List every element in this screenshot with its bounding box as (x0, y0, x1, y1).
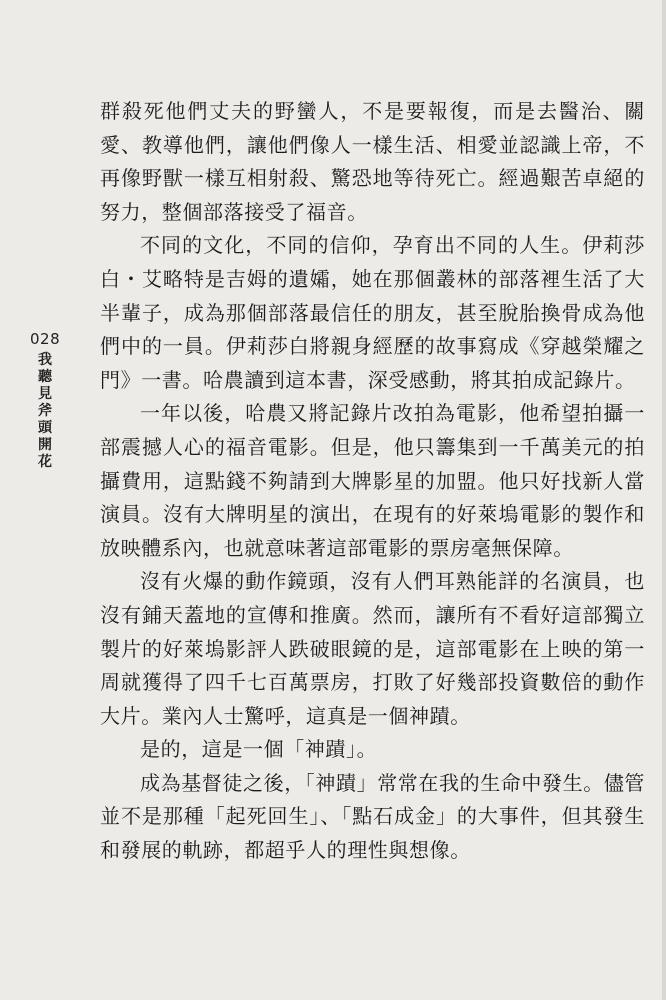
body-text (100, 95, 645, 868)
running-title: 我聽見斧頭開花 (38, 352, 52, 470)
paragraph: 是的，這是一個「神蹟」。 (140, 737, 378, 762)
paragraph: 不同的文化，不同的信仰，孕育出不同的人生。伊莉莎白・艾略特是吉姆的遺孀，她在那個叢林的部落裡生活了大半輩子，成為那個部落最信任的朋友，甚至脫胎換骨成為他們中的一員。伊莉莎白將親身經歷的故事寫成《穿越榮耀之門》一書。哈農讀到這本書，深受感動，將其拍成記錄片。 (100, 233, 645, 392)
page-number: 028 (30, 330, 61, 348)
paragraph: 群殺死他們丈夫的野蠻人，不是要報復，而是去醫治、關愛、教導他們，讓他們像人一樣生活、相愛並認識上帝，不再像野獸一樣互相射殺、驚恐地等待死亡。經過艱苦卓絕的努力，整個部落接受了福音。 (100, 99, 645, 224)
page-margin-label (30, 330, 60, 471)
page-edge (662, 0, 666, 1000)
paragraph: 成為基督徒之後，「神蹟」常常在我的生命中發生。儘管並不是那種「起死回生」、「點石成金」的大事件，但其發生和發展的軌跡，都超乎人的理性與想像。 (100, 770, 645, 863)
paragraph: 沒有火爆的動作鏡頭，沒有人們耳熟能詳的名演員，也沒有鋪天蓋地的宣傳和推廣。然而，讓所有不看好這部獨立製片的好萊塢影評人跌破眼鏡的是，這部電影在上映的第一周就獲得了四千七百萬票房，打敗了好幾部投資數倍的動作大片。業內人士驚呼，這真是一個神蹟。 (100, 569, 645, 728)
paragraph: 一年以後，哈農又將記錄片改拍為電影，他希望拍攝一部震撼人心的福音電影。但是，他只籌集到一千萬美元的拍攝費用，這點錢不夠請到大牌影星的加盟。他只好找新人當演員。沒有大牌明星的演出，在現有的好萊塢電影的製作和放映體系內，也就意味著這部電影的票房毫無保障。 (100, 401, 645, 560)
